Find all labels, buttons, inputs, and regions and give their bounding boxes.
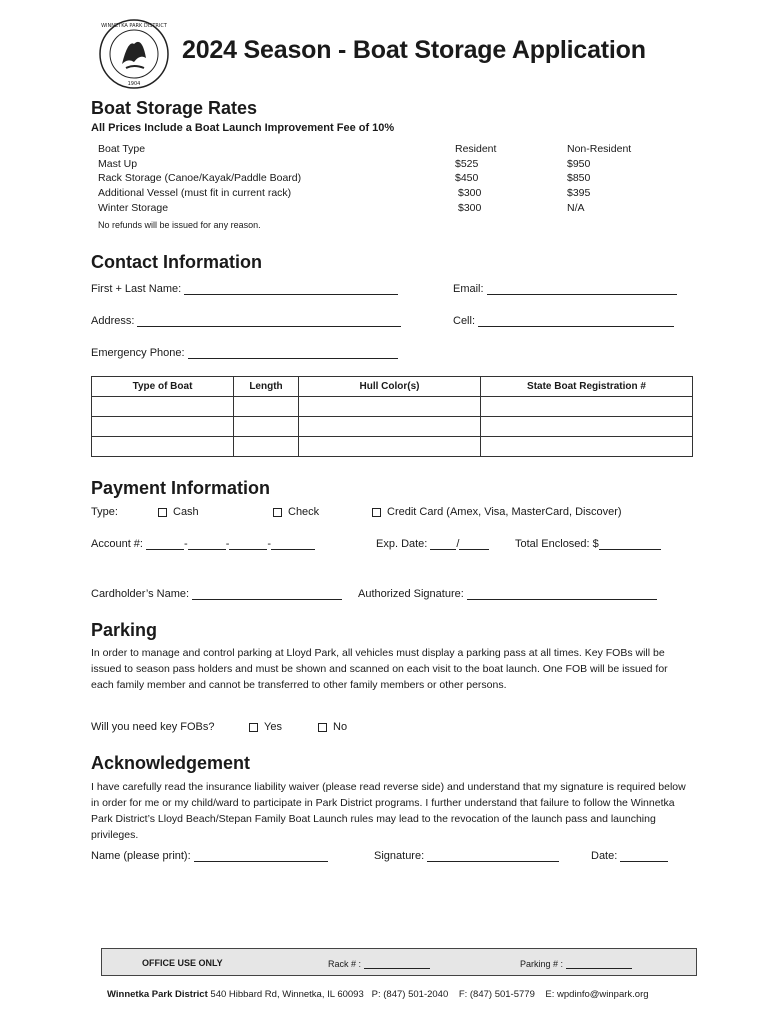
ack-heading: Acknowledgement	[91, 753, 251, 773]
rate-resident: $450	[455, 172, 479, 184]
cell-label: Cell:	[453, 315, 476, 327]
svg-text:WINNETKA PARK DISTRICT: WINNETKA PARK DISTRICT	[101, 23, 167, 29]
cash-label: Cash	[173, 506, 199, 518]
address-field[interactable]	[91, 314, 401, 327]
rate-type: Additional Vessel (must fit in current rack)	[98, 187, 292, 199]
address-label: Address:	[91, 315, 135, 327]
cash-option[interactable]	[158, 506, 199, 518]
table-row	[92, 417, 693, 437]
name-label: First + Last Name:	[91, 283, 182, 295]
parking-num-label: Parking # :	[520, 959, 564, 969]
credit-label: Credit Card (Amex, Visa, MasterCard, Discover)	[387, 506, 622, 518]
refund-note: No refunds will be issued for any reason.	[98, 220, 261, 230]
table-header-hull: Hull Color(s)	[299, 377, 481, 397]
contact-heading: Contact Information	[91, 252, 262, 272]
table-row	[92, 437, 693, 457]
fob-question: Will you need key FOBs?	[91, 721, 215, 733]
exp-separator: /	[456, 538, 460, 550]
total-field[interactable]	[515, 537, 661, 550]
rate-resident: $300	[458, 202, 482, 214]
print-name-field[interactable]	[91, 849, 328, 862]
col-header-nonresident: Non-Resident	[567, 143, 632, 155]
footer-phone: P: (847) 501-2040	[371, 989, 449, 1000]
emergency-label: Emergency Phone:	[91, 347, 185, 359]
date-field[interactable]	[591, 849, 668, 862]
account-label: Account #:	[91, 538, 143, 550]
name-field[interactable]	[91, 282, 398, 295]
emergency-line[interactable]	[188, 346, 398, 359]
rack-field[interactable]	[328, 958, 430, 969]
emergency-field[interactable]	[91, 346, 398, 359]
parking-text: In order to manage and control parking at Lloyd Park, all vehicles must display a parking pass at all times. Key FOBs will be issued to season pass holders and must be shown and scanned on each visit to the boat launch. One FOB will be issued for each family member and cannot be transferred to other family members or other persons.	[91, 647, 668, 691]
park-district-logo	[98, 18, 170, 90]
signature-label: Signature:	[374, 850, 425, 862]
email-line[interactable]	[487, 282, 677, 295]
name-line[interactable]	[184, 282, 398, 295]
parking-heading: Parking	[91, 620, 158, 640]
address-line[interactable]	[137, 314, 401, 327]
cardholder-field[interactable]	[91, 587, 342, 600]
footer-fax: F: (847) 501-5779	[458, 989, 535, 1000]
table-row	[92, 397, 693, 417]
email-label: Email:	[453, 283, 484, 295]
fob-yes-label: Yes	[264, 721, 282, 733]
check-checkbox[interactable]	[273, 508, 282, 517]
exp-label: Exp. Date:	[376, 538, 428, 550]
cell-field[interactable]	[453, 314, 674, 327]
rate-nonresident: $850	[567, 172, 591, 184]
office-use-label: OFFICE USE ONLY	[142, 958, 223, 968]
check-label: Check	[288, 506, 320, 518]
payment-heading: Payment Information	[91, 478, 271, 498]
col-header-type: Boat Type	[98, 143, 146, 155]
parking-num-field[interactable]	[520, 958, 632, 969]
page-title: 2024 Season - Boat Storage Application	[182, 36, 646, 64]
table-header-type: Type of Boat	[92, 377, 234, 397]
fob-yes-option[interactable]	[249, 721, 282, 733]
email-field[interactable]	[453, 282, 677, 295]
rate-nonresident: $395	[567, 187, 591, 199]
fob-yes-checkbox[interactable]	[249, 723, 258, 732]
rate-type: Rack Storage (Canoe/Kayak/Paddle Board)	[98, 172, 302, 184]
boat-info-table	[91, 376, 693, 457]
rate-type: Mast Up	[98, 158, 138, 170]
rates-note: All Prices Include a Boat Launch Improvement Fee of 10%	[91, 122, 395, 134]
payment-type-label: Type:	[91, 506, 118, 518]
fob-no-checkbox[interactable]	[318, 723, 327, 732]
footer	[107, 989, 649, 1000]
total-label: Total Enclosed: $	[515, 538, 599, 550]
office-use-box	[101, 948, 697, 976]
rates-heading: Boat Storage Rates	[91, 98, 258, 118]
rate-nonresident: N/A	[567, 202, 585, 214]
ack-text: I have carefully read the insurance liability waiver (please read reverse side) and understand that my signature is required below in order for me or my child/ward to participate in Park District programs. I further understand that failure to follow the Winnetka Park District’s Lloyd Beach/Stepan Family Boat Launch rules may lead to the revocation of the launch pass and launching privileges.	[91, 781, 686, 841]
svg-text:1904: 1904	[127, 81, 141, 87]
rate-type: Winter Storage	[98, 202, 169, 214]
auth-signature-field[interactable]	[358, 587, 657, 600]
rack-label: Rack # :	[328, 959, 362, 969]
rate-resident: $300	[458, 187, 482, 199]
cell-line[interactable]	[478, 314, 674, 327]
cash-checkbox[interactable]	[158, 508, 167, 517]
table-header-length: Length	[234, 377, 299, 397]
footer-org: Winnetka Park District	[107, 989, 208, 1000]
date-label: Date:	[591, 850, 618, 862]
check-option[interactable]	[273, 506, 319, 518]
rate-resident: $525	[455, 158, 479, 170]
signature-field[interactable]	[374, 849, 559, 862]
print-name-label: Name (please print):	[91, 850, 191, 862]
exp-date-field[interactable]	[376, 537, 489, 550]
footer-email: E: wpdinfo@winpark.org	[545, 989, 649, 1000]
rate-nonresident: $950	[567, 158, 591, 170]
col-header-resident: Resident	[455, 143, 497, 155]
auth-signature-label: Authorized Signature:	[358, 588, 464, 600]
account-field[interactable]: Account #: - - -	[91, 537, 315, 550]
table-header-registration: State Boat Registration #	[481, 377, 693, 397]
cardholder-label: Cardholder’s Name:	[91, 588, 190, 600]
credit-checkbox[interactable]	[372, 508, 381, 517]
fob-no-option[interactable]	[318, 721, 347, 733]
credit-option[interactable]	[372, 506, 622, 518]
fob-no-label: No	[333, 721, 348, 733]
footer-address: 540 Hibbard Rd, Winnetka, IL 60093	[210, 989, 364, 1000]
